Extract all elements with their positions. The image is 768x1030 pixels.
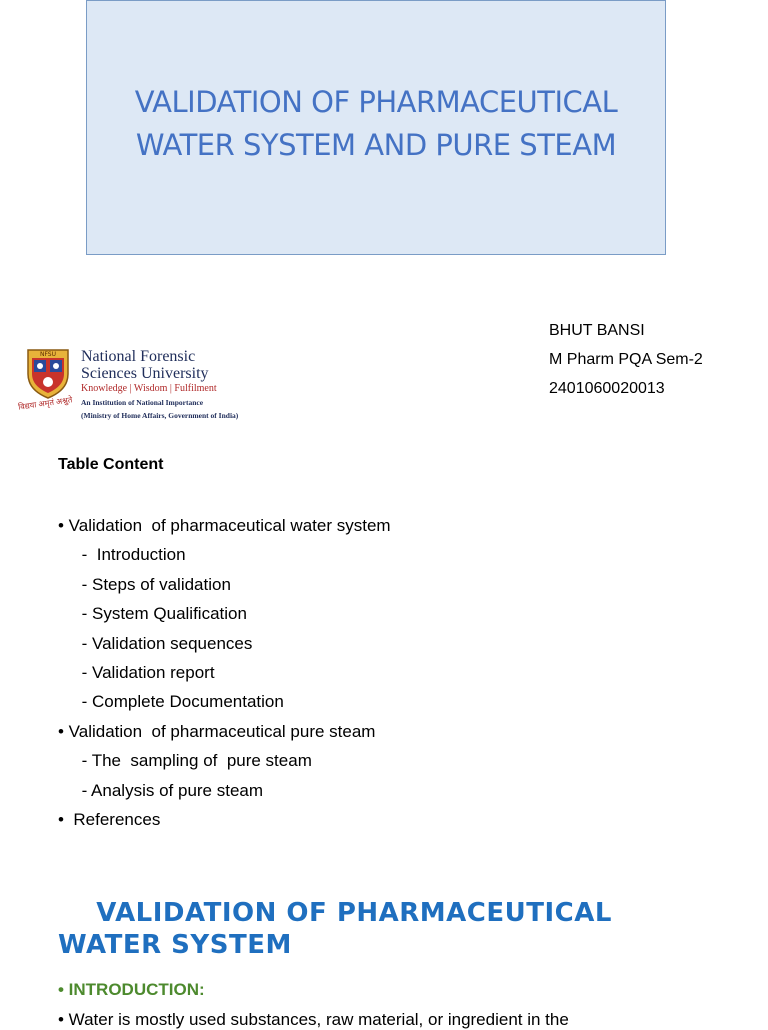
toc-item: • References [58,809,161,829]
toc-item: - Validation sequences [58,633,253,653]
university-name-line-2: Sciences University [81,365,209,382]
university-name-line-1: National Forensic [81,348,196,365]
author-program: M Pharm PQA Sem-2 [549,351,703,368]
toc-item: - Steps of validation [58,574,231,594]
author-name: BHUT BANSI [549,322,645,339]
university-status-line-1: An Institution of National Importance [81,398,204,407]
toc-item: - The sampling of pure steam [58,751,312,771]
university-crest-icon [24,344,72,400]
toc-item: - Analysis of pure steam [58,780,264,800]
introduction-label: • INTRODUCTION: [58,980,205,999]
toc-item: • Validation of pharmaceutical pure steam [58,721,376,741]
university-logo [18,342,248,422]
section-heading [58,897,718,961]
title-line-1: VALIDATION OF PHARMACEUTICAL [134,84,618,119]
toc-heading: Table Content [58,456,164,473]
university-hindi-motto: विद्यया अमृतं अश्नुते [17,395,73,412]
table-of-contents [58,515,391,838]
title-line-2: WATER SYSTEM AND PURE STEAM [135,127,617,162]
author-id: 2401060020013 [549,380,665,397]
crest-badge-text: NFSU [39,351,57,358]
toc-item: - Validation report [58,662,215,682]
document-title [135,81,618,167]
toc-item: • Validation of pharmaceutical water system [58,516,391,535]
section-heading-line-2: WATER SYSTEM [58,930,292,960]
author-info [549,316,703,403]
toc-item: - Introduction [58,545,186,565]
toc-item: - System Qualification [58,604,247,624]
university-motto: Knowledge | Wisdom | Fulfilment [81,383,217,394]
university-status-line-2: (Ministry of Home Affairs, Government of India) [81,411,239,420]
title-box [86,0,666,255]
toc-item: - Complete Documentation [58,692,284,712]
body-text-line: • Water is mostly used substances, raw material, or ingredient in the [58,1010,569,1029]
section-heading-line-1: VALIDATION OF PHARMACEUTICAL [58,898,612,928]
